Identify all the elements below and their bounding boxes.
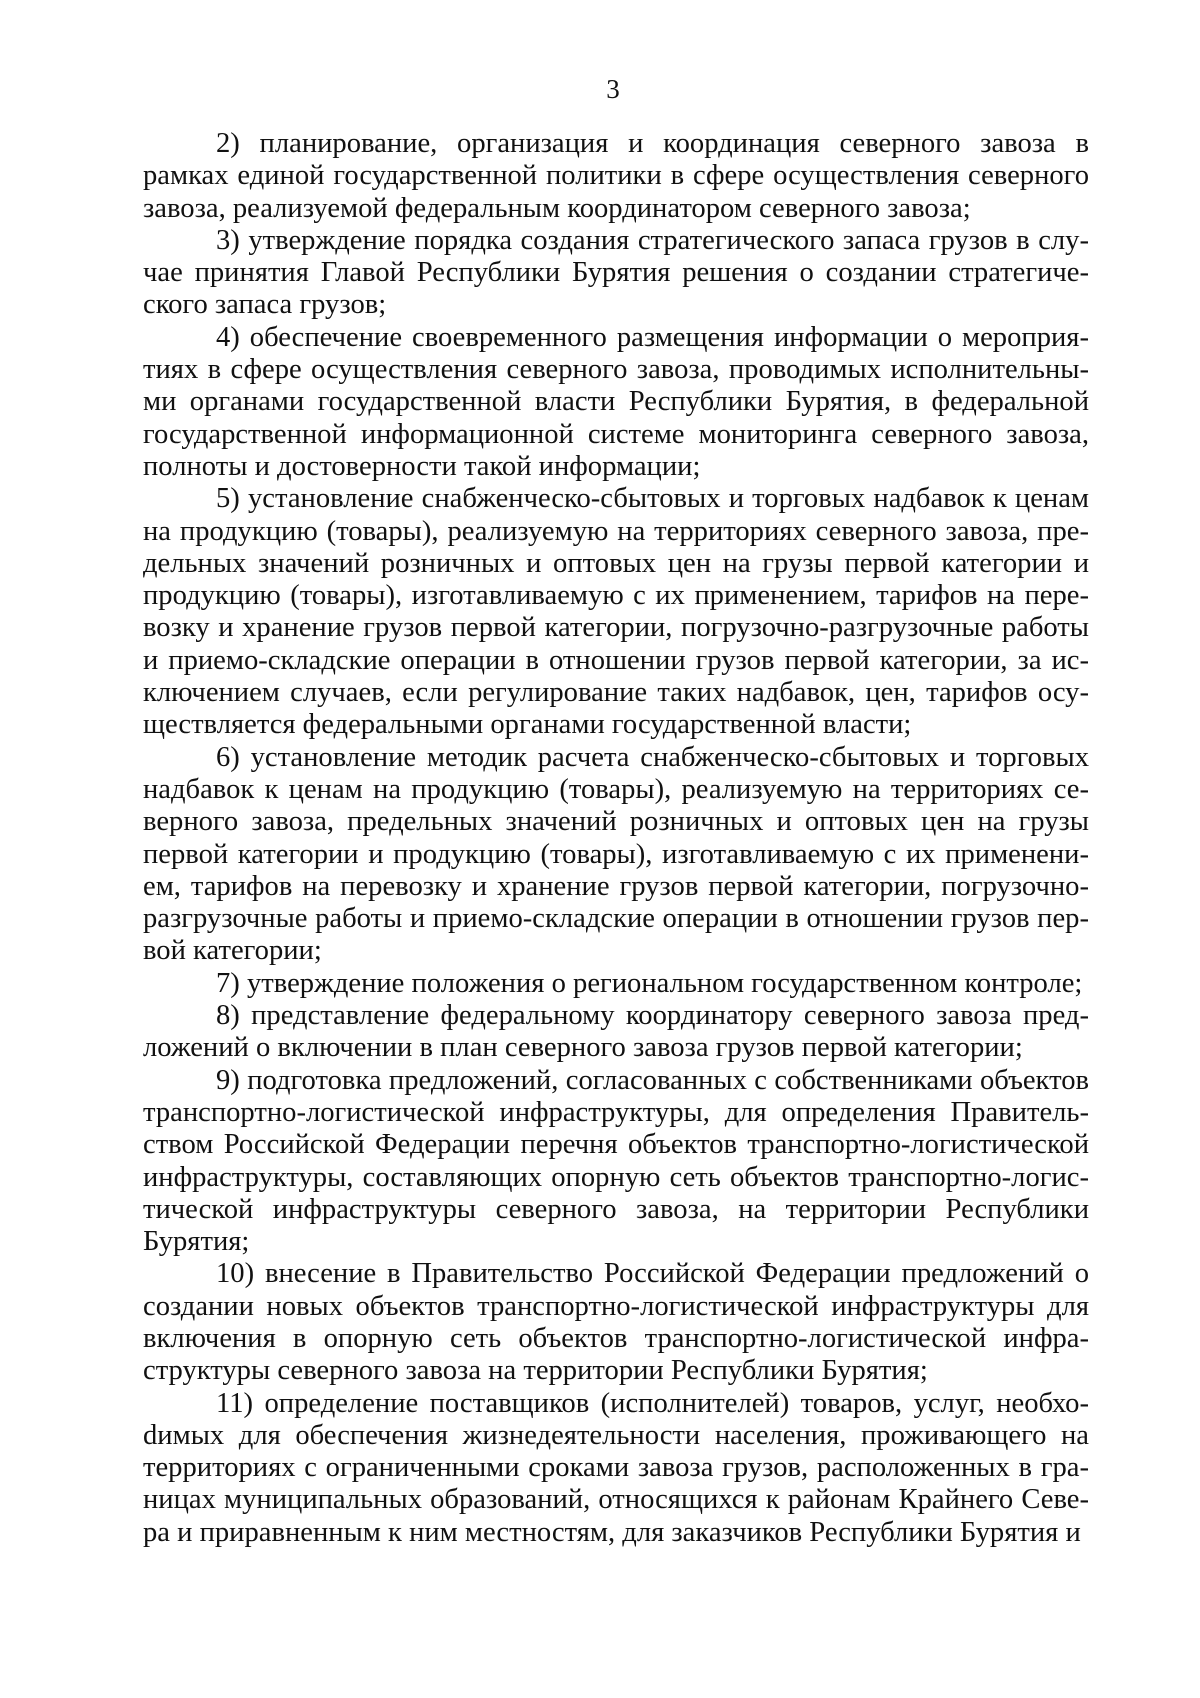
list-item-4: 4) обеспечение своевременного размещения информации о мероприятиях в сфере осуществления северного завоза, проводимых исполнительными органами государственной власти Республики Бурятия, в федеральной государственной информационной системе мониторинга северного завоза, полноты и достоверности такой информации; <box>143 321 1089 482</box>
list-item-9: 9) подготовка предложений, согласованных с собственниками объектов транспортно-логистической инфраструктуры, для определения Правительством Российской Федерации перечня объектов транспортно-логистической инфраструктуры, составляющих опорную сеть объектов транспортно-логистической инфраструктуры северного завоза, на территории Республики Бурятия; <box>143 1064 1089 1258</box>
page-number: 3 <box>606 74 620 104</box>
list-item-7: 7) утверждение положения о региональном государственном контроле; <box>216 967 1083 999</box>
list-item-6: 6) установление методик расчета снабженческо-сбытовых и торговых надбавок к ценам на продукцию (товары), реализуемую на территориях северного завоза, предельных значений розничных и оптовых цен на грузы первой категории и продукцию (товары), изготавливаемую с их применением, тарифов на перевозку и хранение грузов первой категории, погрузочно-разгрузочные работы и приемо-складские операции в отношении грузов первой категории; <box>143 741 1089 967</box>
list-item-8: 8) представление федеральному координатору северного завоза предложений о включении в план северного завоза грузов первой категории; <box>143 1000 1089 1064</box>
list-item-3: 3) утверждение порядка создания стратегического запаса грузов в случае принятия Главой Республики Бурятия решения о создании стратегического запаса грузов; <box>143 224 1089 321</box>
document-body <box>143 128 1089 1549</box>
list-item-5: 5) установление снабженческо-сбытовых и торговых надбавок к ценам на продукцию (товары), реализуемую на территориях северного завоза, предельных значений розничных и оптовых цен на грузы первой категории и продукцию (товары), изготавливаемую с их применением, тарифов на перевозку и хранение грузов первой категории, погрузочно-разгрузочные работы и приемо-складские операции в отношении грузов первой категории, за исключением случаев, если регулирование таких надбавок, цен, тарифов осуществляется федеральными органами государственной власти; <box>143 483 1089 741</box>
list-item-2: 2) планирование, организация и координация северного завоза в рамках единой государственной политики в сфере осуществления северного завоза, реализуемой федеральным координатором северного завоза; <box>143 128 1089 224</box>
list-item-11: 11) определение поставщиков (исполнителей) товаров, услуг, необхоdимых для обеспечения жизнедеятельности населения, проживающего на территориях с ограниченными сроками завоза грузов, расположенных в границах муниципальных образований, относящихся к районам Крайнего Севера и приравненным к ним местностям, для заказчиков Республики Бурятия и <box>143 1387 1089 1548</box>
list-item-10: 10) внесение в Правительство Российской Федерации предложений о создании новых объектов транспортно-логистической инфраструктуры для включения в опорную сеть объектов транспортно-логистической инфраструктуры северного завоза на территории Республики Бурятия; <box>143 1258 1089 1387</box>
